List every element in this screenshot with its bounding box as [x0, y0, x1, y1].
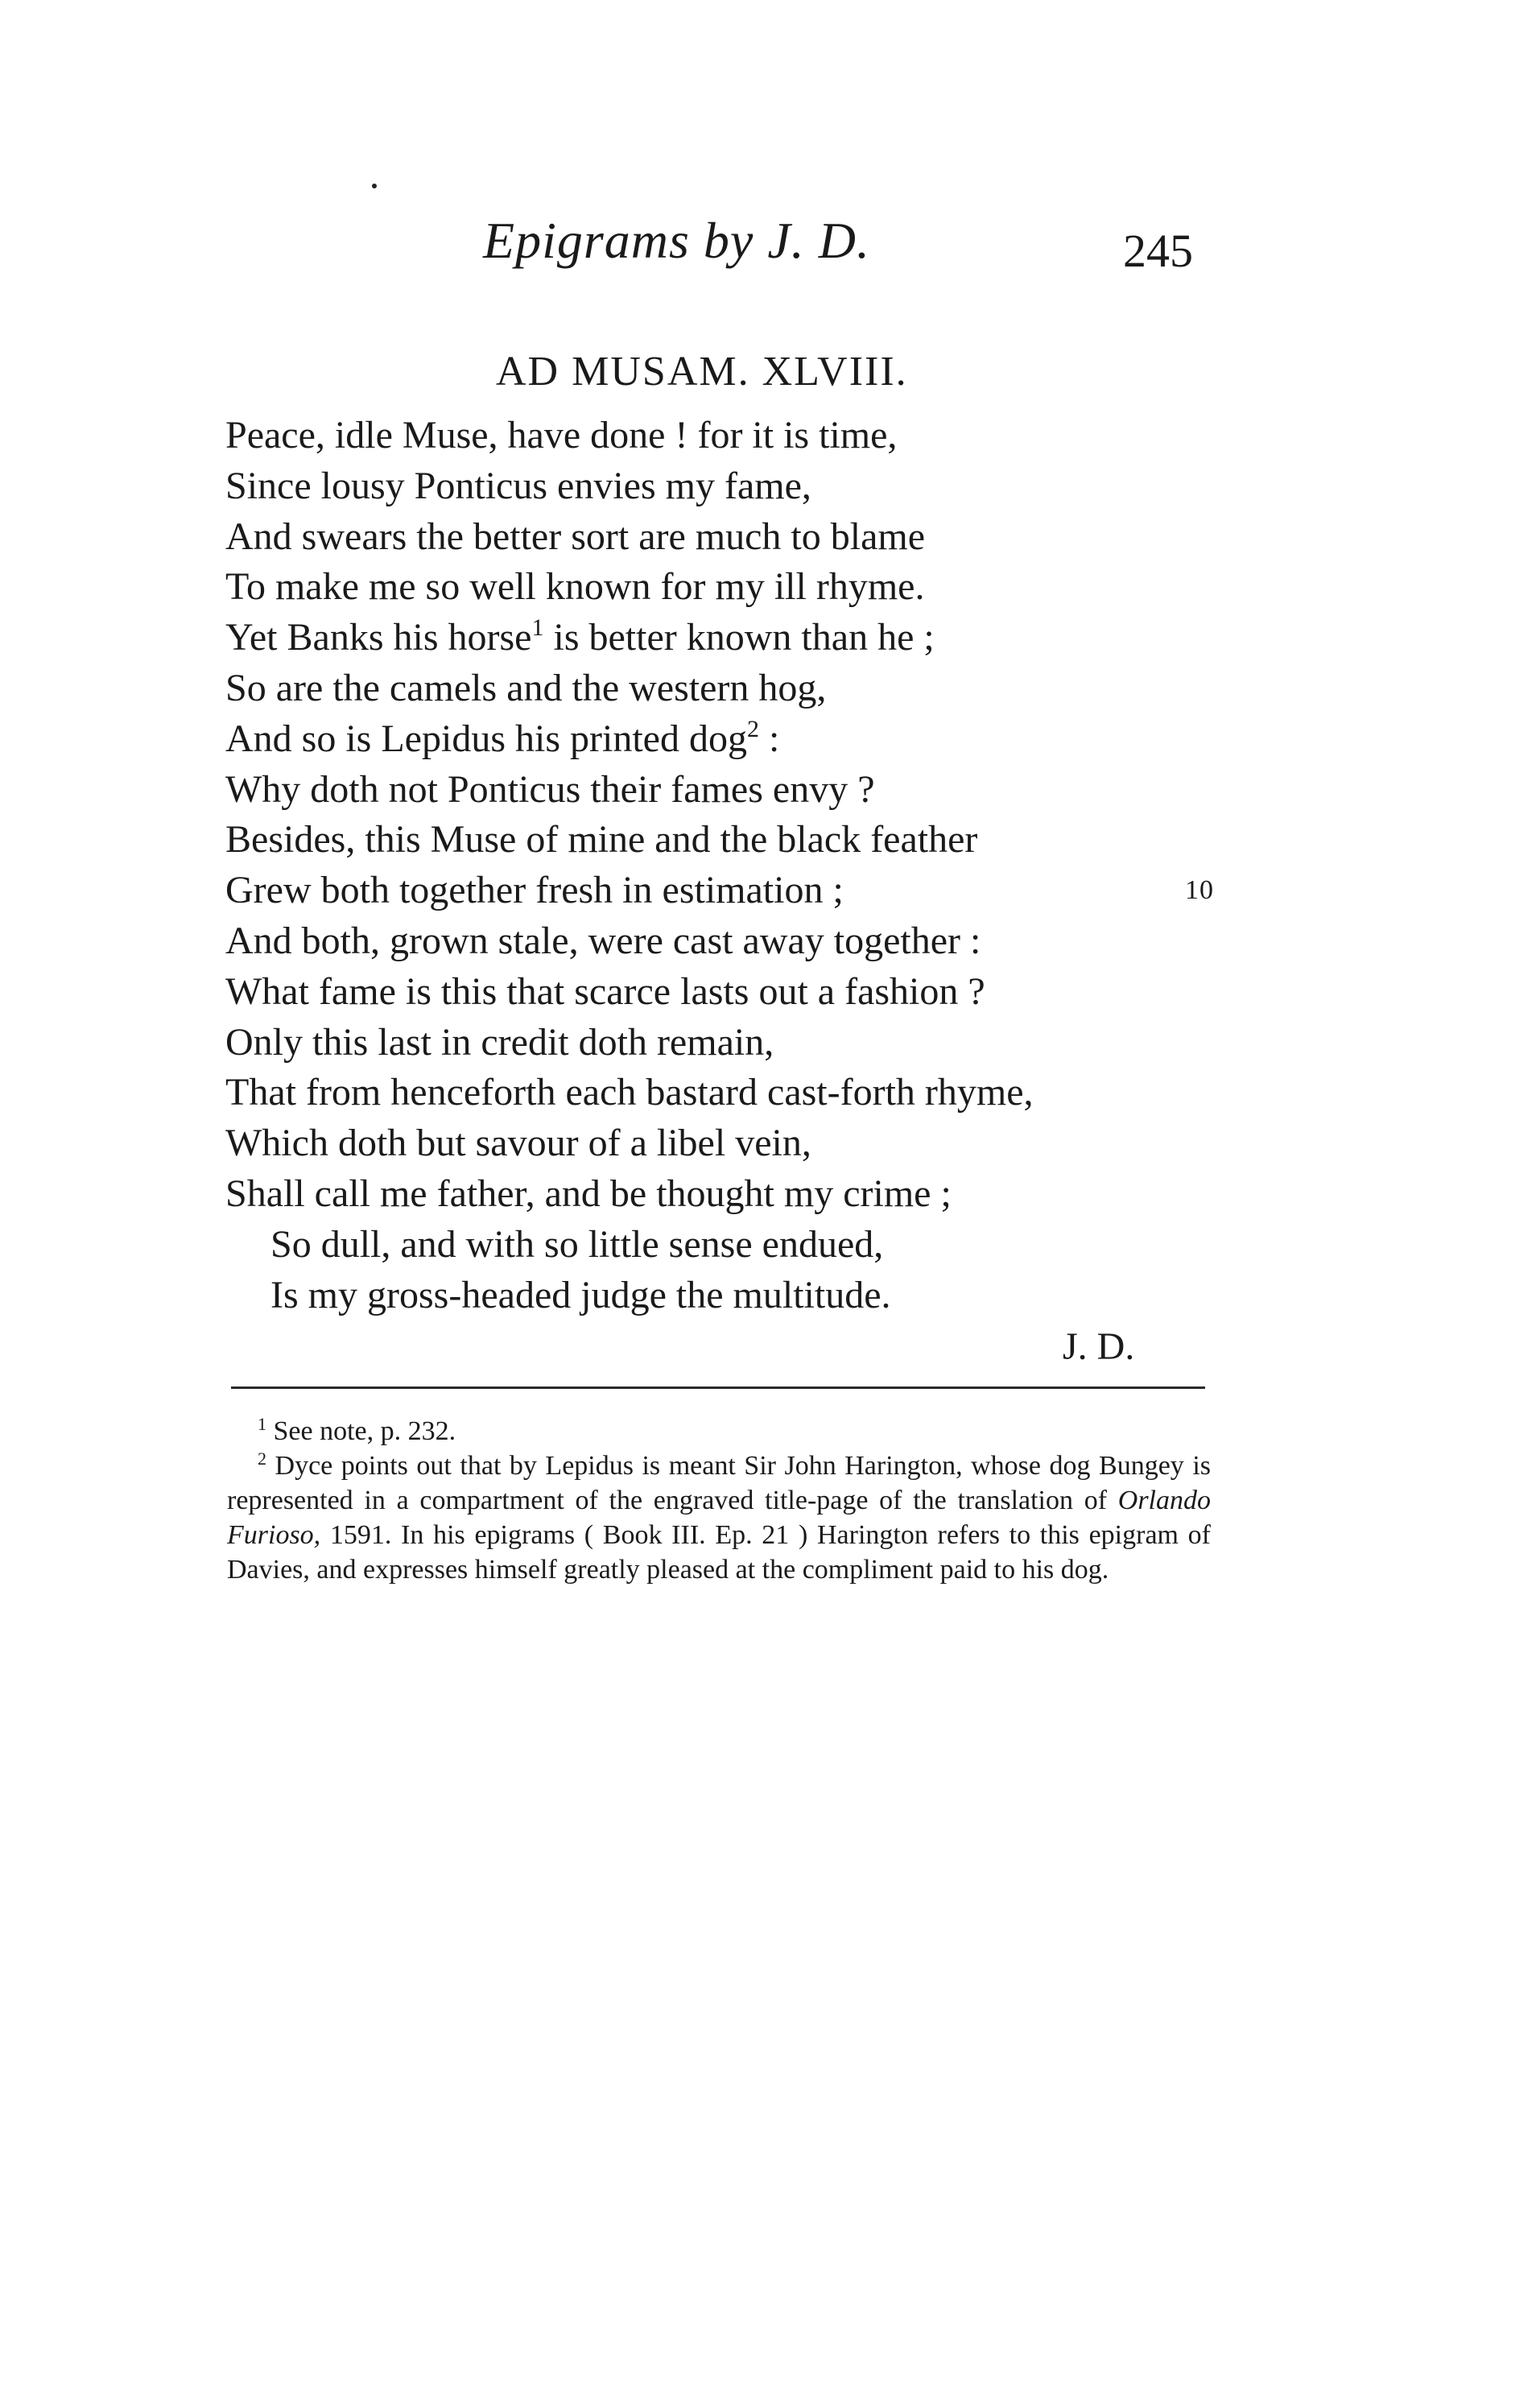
page-number: 245: [1123, 225, 1193, 277]
footnote-divider: [231, 1386, 1205, 1389]
footnote-text: See note, p. 232.: [273, 1416, 456, 1446]
poem-line: Peace, idle Muse, have done ! for it is time,: [225, 414, 898, 457]
poem-line: Only this last in credit doth remain,: [225, 1020, 774, 1064]
footnote-2: [227, 1448, 1211, 1587]
poem-line: So dull, and with so little sense endued,: [270, 1222, 884, 1266]
poem-line: To make me so well known for my ill rhyme.: [225, 565, 925, 609]
poem-line: [225, 714, 1256, 765]
book-title: Orlando Furioso,: [227, 1486, 1211, 1550]
poem-line: That from henceforth each bastard cast-forth rhyme,: [225, 1071, 1034, 1114]
poem-line: What fame is this that scarce lasts out a fashion ?: [225, 969, 985, 1013]
poem-body: [225, 411, 1256, 1320]
poem-line-text: :: [758, 717, 780, 760]
poem-line: And swears the better sort are much to blame: [225, 514, 926, 558]
footnote-marker: 1: [258, 1414, 266, 1434]
poem-line-text: is better known than he ;: [543, 616, 935, 659]
footnote-marker: 2: [258, 1448, 266, 1469]
poem-line: Why doth not Ponticus their fames envy ?: [225, 767, 875, 811]
poem-line: Is my gross-headed judge the multitude.: [270, 1273, 891, 1316]
poem-line: Since lousy Ponticus envies my fame,: [225, 464, 811, 507]
footnote-text: 1591. In his epigrams ( Book III. Ep. 21 ) Harington refers to this epigram of Davies, and expresses himself greatly pleased at the compliment paid to his dog.: [227, 1520, 1211, 1585]
poem-line-text: And so is Lepidus his printed dog: [225, 717, 747, 760]
footnote-1: [227, 1414, 1211, 1448]
poem-line: [225, 866, 1256, 916]
poem-line: Shall call me father, and be thought my crime ;: [225, 1172, 952, 1215]
print-speck: [372, 184, 377, 188]
running-title: Epigrams by J. D.: [483, 212, 870, 269]
footnote-ref-2: 2: [746, 715, 759, 742]
poem-title: AD MUSAM. XLVIII.: [496, 349, 908, 395]
poem-line: Besides, this Muse of mine and the black feather: [225, 818, 978, 862]
signature: J. D.: [1063, 1325, 1135, 1368]
footnote-text: Dyce points out that by Lepidus is meant Sir John Harington, whose dog Bungey is represented in a compartment of the engraved title-page of the translation of: [227, 1451, 1212, 1515]
footnotes: [227, 1414, 1211, 1587]
poem-line-text: Yet Banks his horse: [225, 616, 532, 659]
poem-line: Which doth but savour of a libel vein,: [225, 1122, 811, 1165]
poem-line: [225, 613, 1256, 663]
footnote-ref-1: 1: [531, 614, 544, 642]
line-number: 10: [1185, 875, 1214, 906]
poem-line: And both, grown stale, were cast away together :: [225, 919, 981, 962]
poem-line: So are the camels and the western hog,: [225, 666, 827, 709]
poem-line-text: Grew both together fresh in estimation ;: [225, 869, 844, 912]
